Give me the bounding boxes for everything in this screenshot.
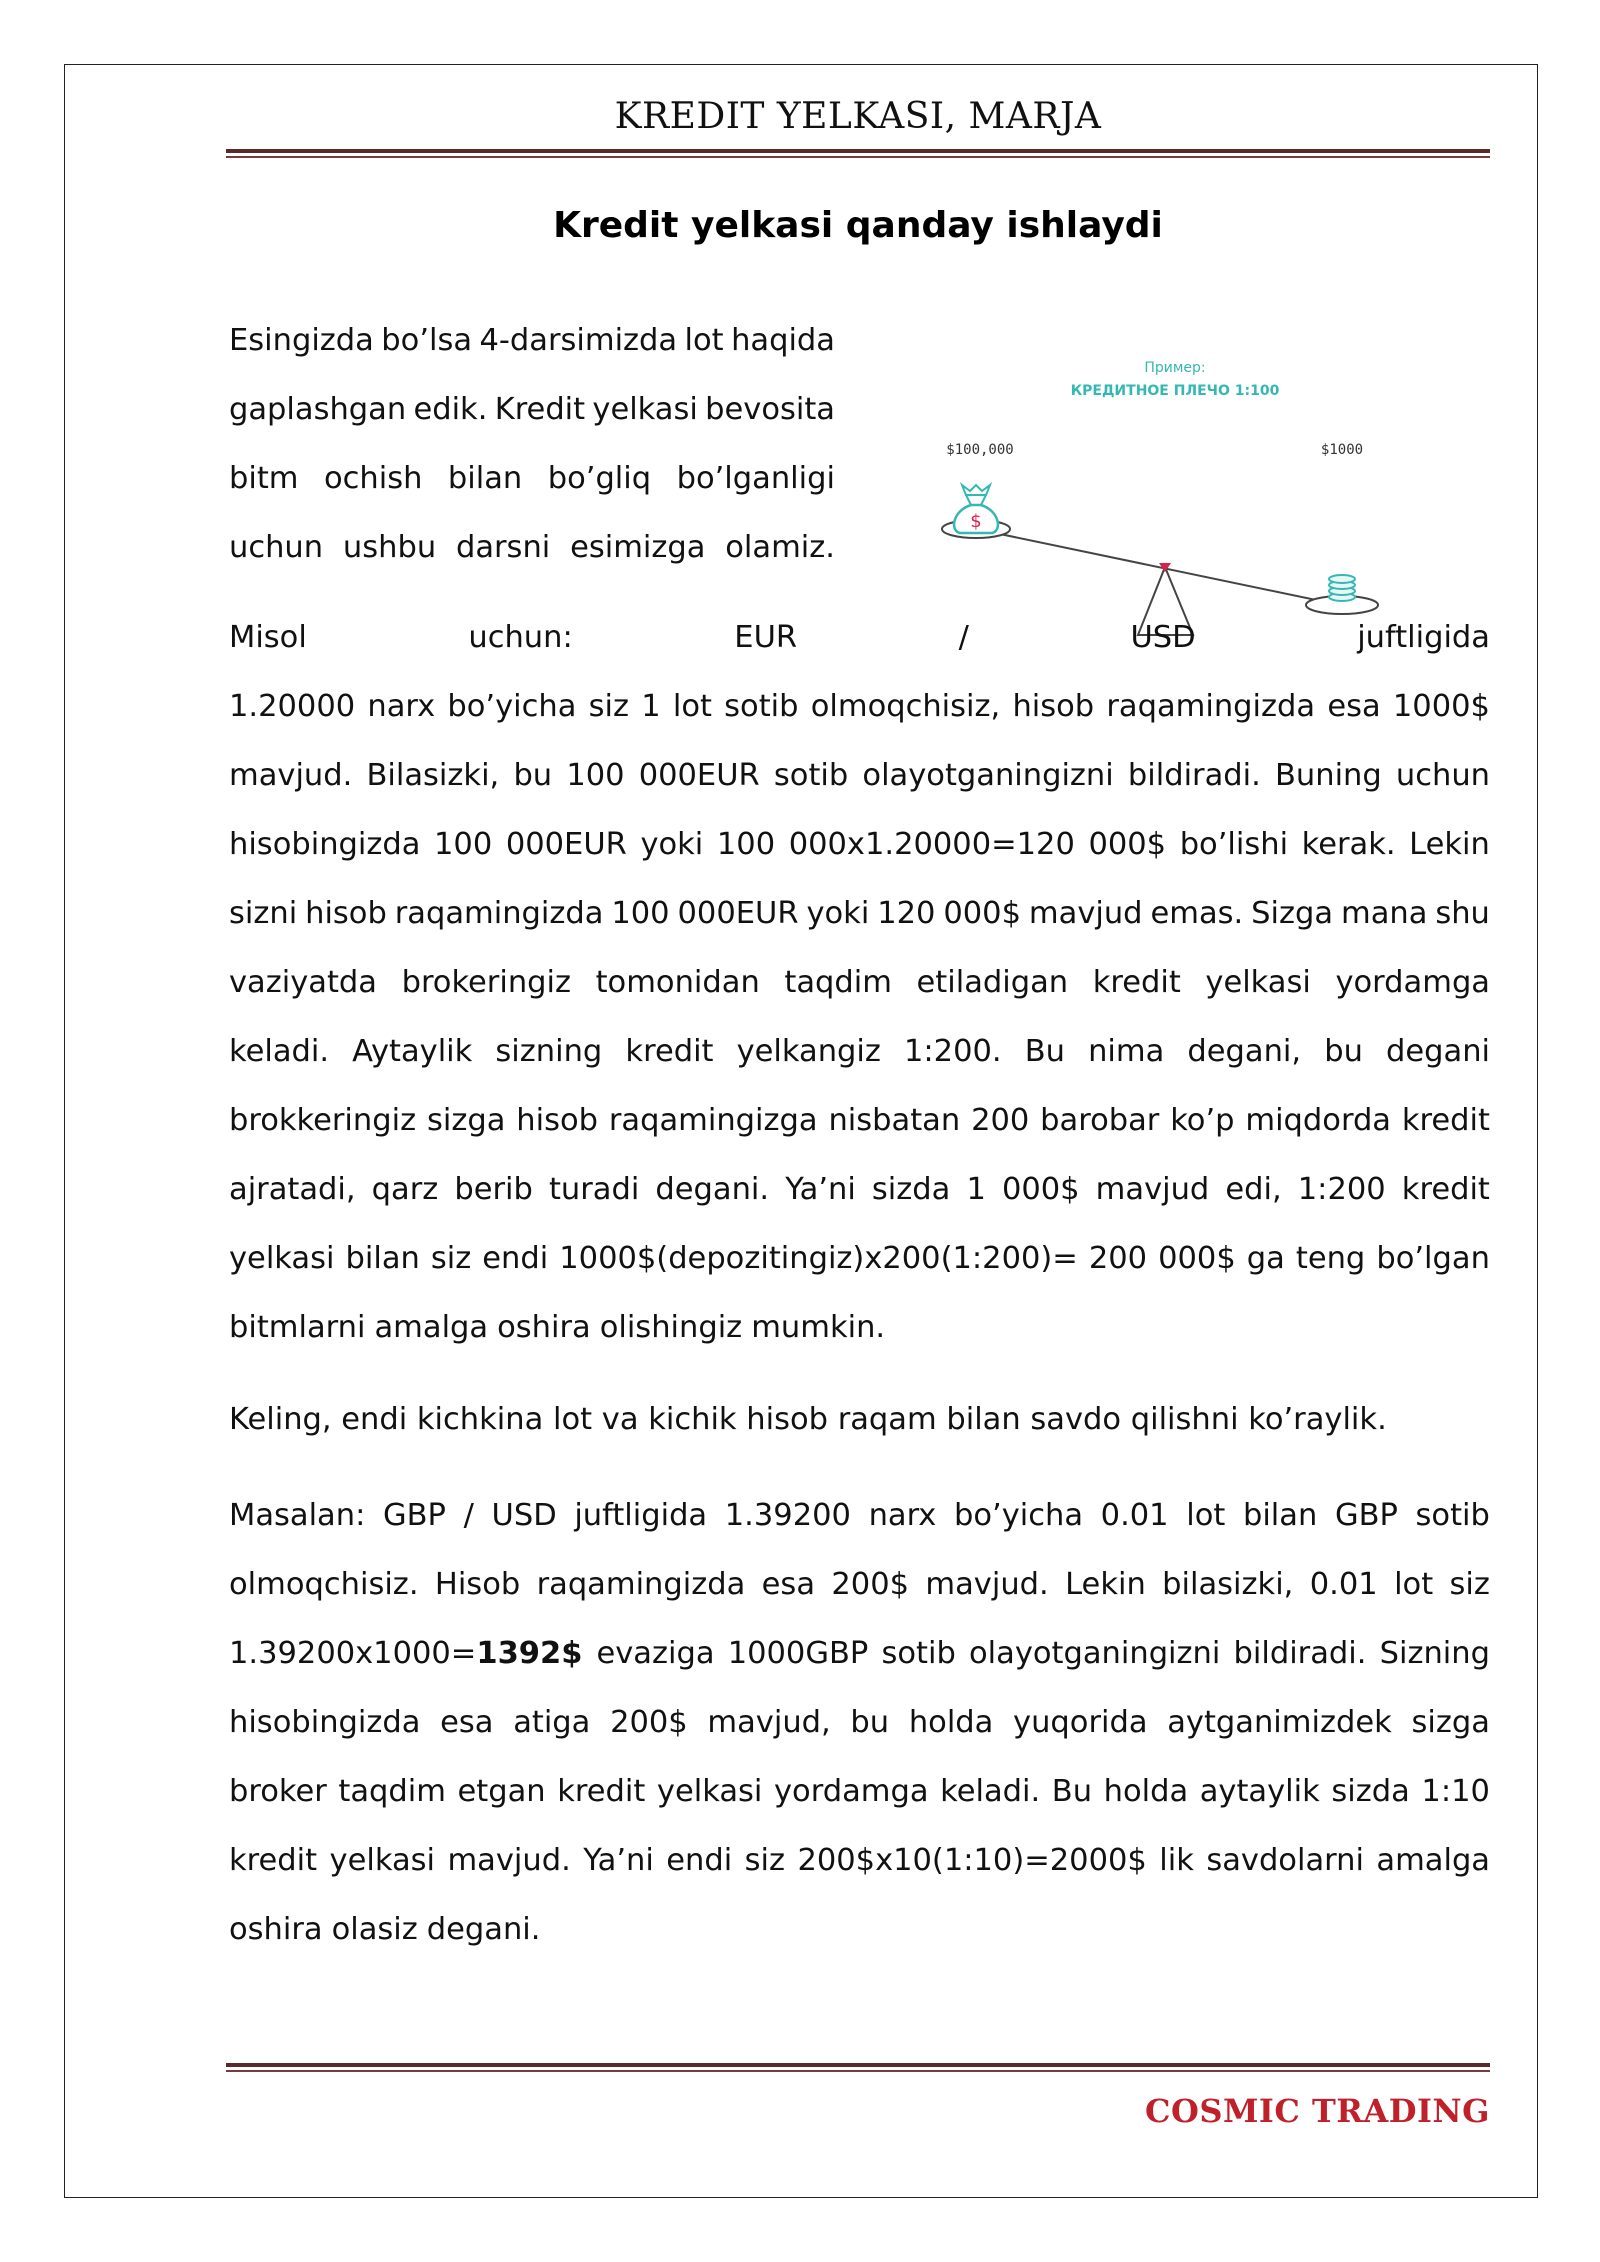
text-line: vaziyatda brokeringiz tomonidan taqdim etiladigan kredit yelkasi yordamga [229, 965, 1490, 1000]
paragraph-4-lines-b [229, 1688, 1490, 1964]
p4-line3-bold-amount: 1392$ [476, 1636, 583, 1671]
section-title: Kredit yelkasi qanday ishlaydi [553, 205, 1163, 246]
paragraph-3-text: Keling, endi kichkina lot va kichik hisob raqam bilan savdo qilishni ko’raylik. [229, 1402, 1387, 1437]
text-line: brokkeringiz sizga hisob raqamingizga nisbatan 200 barobar ko’p miqdorda kredit [229, 1103, 1490, 1138]
text-line: Masalan: GBP / USD juftligida 1.39200 narx bo’yicha 0.01 lot bilan GBP sotib [229, 1498, 1490, 1533]
text-line: hisobingizda esa atiga 200$ mavjud, bu holda yuqorida aytganimizdek sizga [229, 1705, 1490, 1740]
text-line: Esingizda bo’lsa 4-darsimizda lot haqida [229, 323, 835, 358]
money-bag-icon [954, 485, 998, 533]
illustration-caption-line1: Пример: [1144, 360, 1206, 376]
footer-brand: COSMIC TRADING [1145, 2092, 1490, 2130]
paragraph-3 [229, 1385, 1490, 1454]
text-line: keladi. Aytaylik sizning kredit yelkangiz 1:200. Bu nima degani, bu degani [229, 1034, 1490, 1069]
text-line: bitm ochish bilan bo’gliq bo’lganligi [229, 461, 835, 496]
text-line: 1.20000 narx bo’yicha siz 1 lot sotib olmoqchisiz, hisob raqamingizda esa 1000$ [229, 689, 1490, 724]
paragraph-4-line-3 [229, 1619, 1490, 1688]
text-line: broker taqdim etgan kredit yelkasi yordamga keladi. Bu holda aytaylik sizda 1:10 [229, 1774, 1490, 1809]
header-rule [226, 149, 1490, 158]
illustration-right-label: $1000 [1320, 442, 1364, 458]
illustration-caption-line2: КРЕДИТНОЕ ПЛЕЧО 1:100 [1070, 383, 1280, 399]
paragraph-2-lines [229, 603, 1490, 1362]
paragraph-1 [229, 306, 835, 582]
text-line: yelkasi bilan siz endi 1000$(depozitingiz)x200(1:200)= 200 000$ ga teng bo’lgan [229, 1241, 1490, 1276]
text-line: kredit yelkasi mavjud. Ya’ni endi siz 200$x10(1:10)=2000$ lik savdolarni amalga [229, 1843, 1490, 1878]
text-line: sizni hisob raqamingizda 100 000EUR yoki 120 000$ mavjud emas. Sizga mana shu [229, 896, 1490, 931]
paragraph-4-lines-a [229, 1481, 1490, 1619]
text-line: mavjud. Bilasizki, bu 100 000EUR sotib olayotganingizni bildiradi. Buning uchun [229, 758, 1490, 793]
text-line: ajratadi, qarz berib turadi degani. Ya’ni sizda 1 000$ mavjud edi, 1:200 kredit [229, 1172, 1490, 1207]
paragraph-4-line-3-content [229, 1619, 1490, 1688]
text-line: hisobingizda 100 000EUR yoki 100 000x1.20000=120 000$ bo’lishi kerak. Lekin [229, 827, 1490, 862]
paragraph-4 [229, 1481, 1490, 1964]
illustration-left-label: $100,000 [946, 442, 1014, 458]
money-bag-symbol: $ [970, 511, 982, 532]
text-line: olmoqchisiz. Hisob raqamingizda esa 200$ mavjud. Lekin bilasizki, 0.01 lot siz [229, 1567, 1490, 1602]
text-line: Misol uchun: EUR / USD juftligida [229, 620, 1490, 655]
text-line: oshira olasiz degani. [229, 1912, 541, 1947]
paragraph-1-lines [229, 306, 835, 582]
p4-line3-pre: 1.39200x1000= [229, 1636, 477, 1671]
footer-rule [226, 2063, 1490, 2072]
text-line: gaplashgan edik. Kredit yelkasi bevosita [229, 392, 835, 427]
p4-line3-post: evaziga 1000GBP sotib olayotganingizni bildiradi. Sizning [596, 1636, 1490, 1671]
page-header-title: KREDIT YELKASI, MARJA [614, 96, 1102, 137]
coin-stack-icon [1329, 575, 1355, 601]
text-line: uchun ushbu darsni esimizga olamiz. [229, 530, 835, 565]
paragraph-2 [229, 603, 1490, 1362]
text-line: bitmlarni amalga oshira olishingiz mumkin. [229, 1310, 886, 1345]
